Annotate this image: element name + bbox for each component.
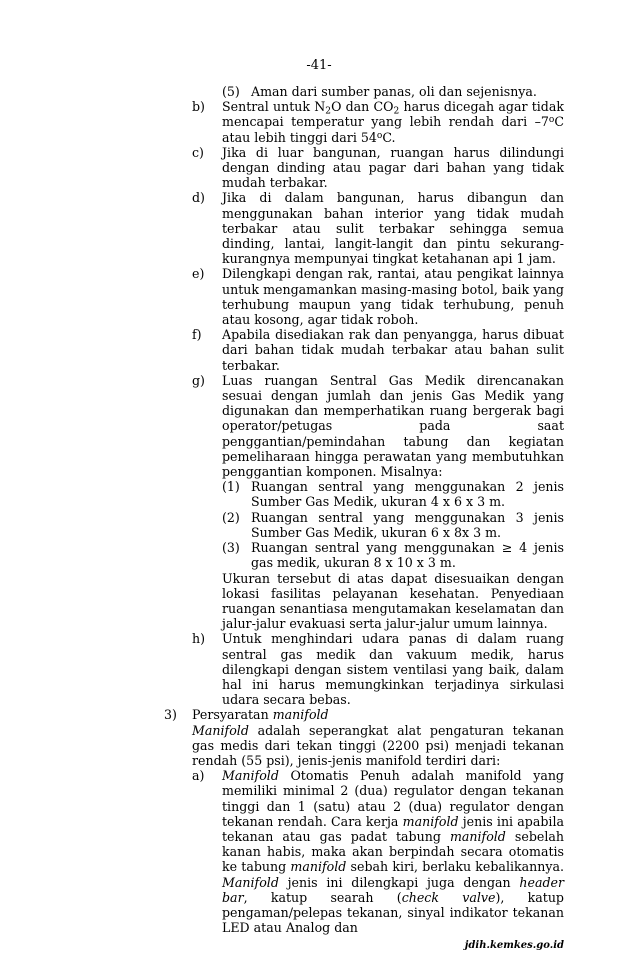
list-item-a [0,768,638,935]
item-label: a) [192,768,205,784]
item-label: d) [192,190,205,206]
item-label: (3) [222,540,240,556]
page-content [0,84,638,935]
list-item-d [0,190,638,266]
item-text: Manifold Otomatis Penuh adalah manifold yang memiliki minimal 2 (dua) regulator dengan tekanan tinggi dan 1 (satu) atau 2 (dua) regulator dengan tekanan rendah. Cara kerja manifold jenis ini apabila tekanan atau gas padat tabung manifold sebelah kanan habis, maka akan berpindah secara otomatis ke tabung manifold sebah kiri, berlaku kebalikannya. Manifold jenis ini dilengkapi juga dengan header bar, katup searah (check valve), katup pengaman/pelepas tekanan, sinyal indikator tekanan LED atau Analog dan [222,768,564,936]
page-number: -41- [306,58,332,73]
section-3-heading [0,707,638,722]
item-label: c) [192,144,204,160]
item-text: Aman dari sumber panas, oli dan sejenisnya. [251,84,537,99]
list-item-g-2 [0,510,638,540]
list-item-5 [0,84,638,99]
item-text: Untuk menghindari udara panas di dalam ruang sentral gas medik dan vakuum medik, harus dilengkapi dengan sistem ventilasi yang baik, dalam hal ini harus memungkinkan terjadinya sirkulasi udara secara bebas. [222,631,564,708]
item-text: Ruangan sentral yang menggunakan ≥ 4 jenis gas medik, ukuran 8 x 10 x 3 m. [251,540,564,571]
list-item-f [0,327,638,373]
section-title: Persyaratan manifold [192,707,329,723]
item-label: f) [192,327,202,343]
footer-url: jdih.kemkes.go.id [464,940,564,951]
list-item-b [0,99,638,145]
item-text: Ruangan sentral yang menggunakan 3 jenis Sumber Gas Medik, ukuran 6 x 8x 3 m. [251,509,564,540]
list-item-e [0,266,638,327]
item-label: (1) [222,479,240,495]
item-text: Jika di dalam bangunan, harus dibangun dan menggunakan bahan interior yang tidak mudah terbakar atau sulit terbakar sehingga semua dinding, lantai, langit-langit dan pintu sekurang-kurangnya mempunyai tingkat ketahanan api 1 jam. [222,190,564,267]
item-text: Apabila disediakan rak dan penyangga, harus dibuat dari bahan tidak mudah terbakar atau bahan sulit terbakar. [222,327,564,373]
list-item-g-3 [0,540,638,570]
list-item-c [0,145,638,191]
item-label: b) [192,99,205,115]
item-label: e) [192,266,205,282]
list-item-g [0,373,638,479]
item-text: Sentral untuk $N_2O$ dan $CO_2$ harus dicegah agar tidak mencapai temperatur yang lebih rendah dari –7$^o$C atau lebih tinggi dari 54$^o$C. [222,99,564,145]
section-label: 3) [164,707,177,723]
list-item-h [0,631,638,707]
item-label: h) [192,631,206,647]
item-text: Dilengkapi dengan rak, rantai, atau pengikat lainnya untuk mengamankan masing-masing botol, baik yang terhubung maupun yang tidak terhubung, penuh atau kosong, agar tidak roboh. [222,266,564,328]
item-text: Jika di luar bangunan, ruangan harus dilindungi dengan dinding atau pagar dari bahan yang tidak mudah terbakar. [222,144,564,191]
item-text: Ruangan sentral yang menggunakan 2 jenis Sumber Gas Medik, ukuran 4 x 6 x 3 m. [251,479,564,510]
paragraph: Ukuran tersebut di atas dapat disesuaikan dengan lokasi fasilitas pelayanan kesehatan. Penyediaan ruangan senantiasa mengutamakan keselamatan dan jalur-jalur evakuasi serta jalur-jalur umum lainnya. [222,570,564,632]
list-item-g-1 [0,479,638,509]
item-label: g) [192,372,205,388]
section-3-intro: Manifold adalah seperangkat alat pengaturan tekanan gas medis dari tekan tinggi (2200 psi) menjadi tekanan rendah (55 psi), jenis-jenis manifold terdiri dari: [192,722,564,768]
item-label: (5) [222,84,240,99]
item-label: (2) [222,509,240,525]
item-text: Luas ruangan Sentral Gas Medik direncanakan sesuai dengan jumlah dan jenis Gas Medik yang digunakan dan memperhatikan ruang bergerak bagi operator/petugas pada saat penggantian/pemindahan tabung dan kegiatan pemeliharaan hingga perawatan yang membutuhkan penggantian komponen. Misalnya: [222,372,564,480]
